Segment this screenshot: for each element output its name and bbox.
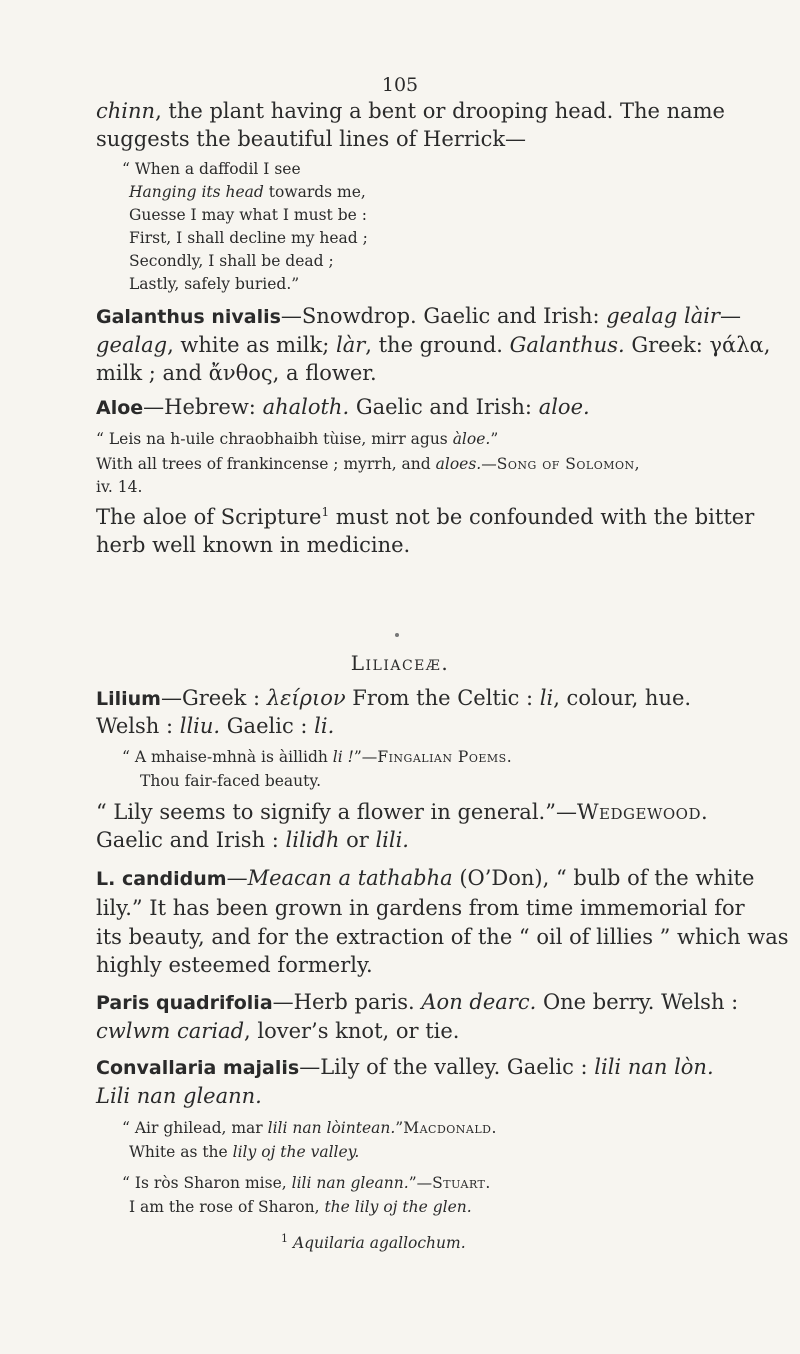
poem-line: First, I shall decline my head ; bbox=[129, 229, 368, 247]
poem-line: Guesse I may what I must be : bbox=[129, 206, 367, 224]
candidum-line1: L. candidum—Meacan a tathabha (O’Don), “ bulb of the white bbox=[96, 866, 755, 890]
poem-line: Hanging its head towards me, bbox=[129, 183, 366, 201]
footnote: $^1$ Aquilaria agallochum. bbox=[281, 1232, 466, 1253]
entry-heading: Aloe bbox=[96, 397, 144, 419]
aloe-quote: “ Leis na h-uile chraobhaibh tùise, mirr agus àloe.” bbox=[96, 430, 499, 448]
para1-line1: chinn, the plant having a bent or drooping head. The name bbox=[96, 99, 725, 123]
paris-line1: Paris quadrifolia—Herb paris. Aon dearc. One berry. Welsh : bbox=[96, 990, 739, 1014]
lilium-quote: “ A mhaise-mhnà is àillidh li !”—Fingalian Poems. bbox=[122, 748, 513, 766]
galanthus-line2: gealag, white as milk; làr, the ground. Galanthus. Greek: γάλα, bbox=[96, 333, 771, 357]
galanthus-line1: Galanthus nivalis—Snowdrop. Gaelic and Irish: gealag làir— bbox=[96, 304, 741, 328]
aloe-translation: With all trees of frankincense ; myrrh, and aloes.—Song of Solomon, bbox=[96, 455, 641, 473]
para1-line2: suggests the beautiful lines of Herrick— bbox=[96, 127, 527, 151]
entry-heading: Galanthus nivalis bbox=[96, 306, 281, 328]
convallaria-quote2: “ Is ròs Sharon mise, lili nan gleann.”—Stuart. bbox=[122, 1174, 491, 1192]
convallaria-translation2: I am the rose of Sharon, the lily oj the glen. bbox=[129, 1198, 472, 1216]
poem-line: Secondly, I shall be dead ; bbox=[129, 252, 334, 270]
galanthus-line3: milk ; and ἄνθος, a flower. bbox=[96, 361, 377, 385]
section-divider-dot bbox=[395, 633, 399, 637]
lilium-line5: “ Lily seems to signify a flower in general.”—Wedgewood. bbox=[96, 800, 709, 824]
lilium-translation: Thou fair-faced beauty. bbox=[140, 772, 321, 790]
entry-heading: Lilium bbox=[96, 688, 161, 710]
footnote-mark: 1 bbox=[321, 505, 330, 519]
convallaria-translation1: White as the lily oj the valley. bbox=[129, 1143, 360, 1161]
aloe-para-line2: herb well known in medicine. bbox=[96, 533, 411, 557]
convallaria-line2: Lili nan gleann. bbox=[96, 1084, 262, 1108]
candidum-line2: lily.” It has been grown in gardens from time immemorial for bbox=[96, 896, 745, 920]
aloe-para-line1: The aloe of Scripture$^1$ must not be confounded with the bitter bbox=[96, 505, 755, 529]
footnote-number: 1 bbox=[281, 1232, 288, 1245]
page-number: 105 bbox=[381, 74, 419, 96]
paris-line2: cwlwm cariad, lover’s knot, or tie. bbox=[96, 1019, 460, 1043]
lilium-line1: Lilium—Greek : λείριον From the Celtic : li, colour, hue. bbox=[96, 686, 692, 710]
poem-line: “ When a daffodil I see bbox=[122, 160, 301, 178]
candidum-line3: its beauty, and for the extraction of the “ oil of lillies ” which was bbox=[96, 925, 789, 949]
entry-heading: Convallaria majalis bbox=[96, 1057, 300, 1079]
lilium-line2: Welsh : lliu. Gaelic : li. bbox=[96, 714, 335, 738]
section-title: Liliaceæ. bbox=[350, 651, 450, 675]
entry-heading: L. candidum bbox=[96, 868, 227, 890]
convallaria-quote1: “ Air ghilead, mar lili nan lòintean.”Macdonald. bbox=[122, 1119, 497, 1137]
poem-line: Lastly, safely buried.” bbox=[129, 275, 300, 293]
candidum-line4: highly esteemed formerly. bbox=[96, 953, 373, 977]
aloe-reference: iv. 14. bbox=[96, 478, 143, 496]
lilium-line6: Gaelic and Irish : lilidh or lili. bbox=[96, 828, 409, 852]
aloe-line1: Aloe—Hebrew: ahaloth. Gaelic and Irish: aloe. bbox=[96, 395, 590, 419]
convallaria-line1: Convallaria majalis—Lily of the valley. Gaelic : lili nan lòn. bbox=[96, 1055, 714, 1079]
entry-heading: Paris quadrifolia bbox=[96, 992, 273, 1014]
